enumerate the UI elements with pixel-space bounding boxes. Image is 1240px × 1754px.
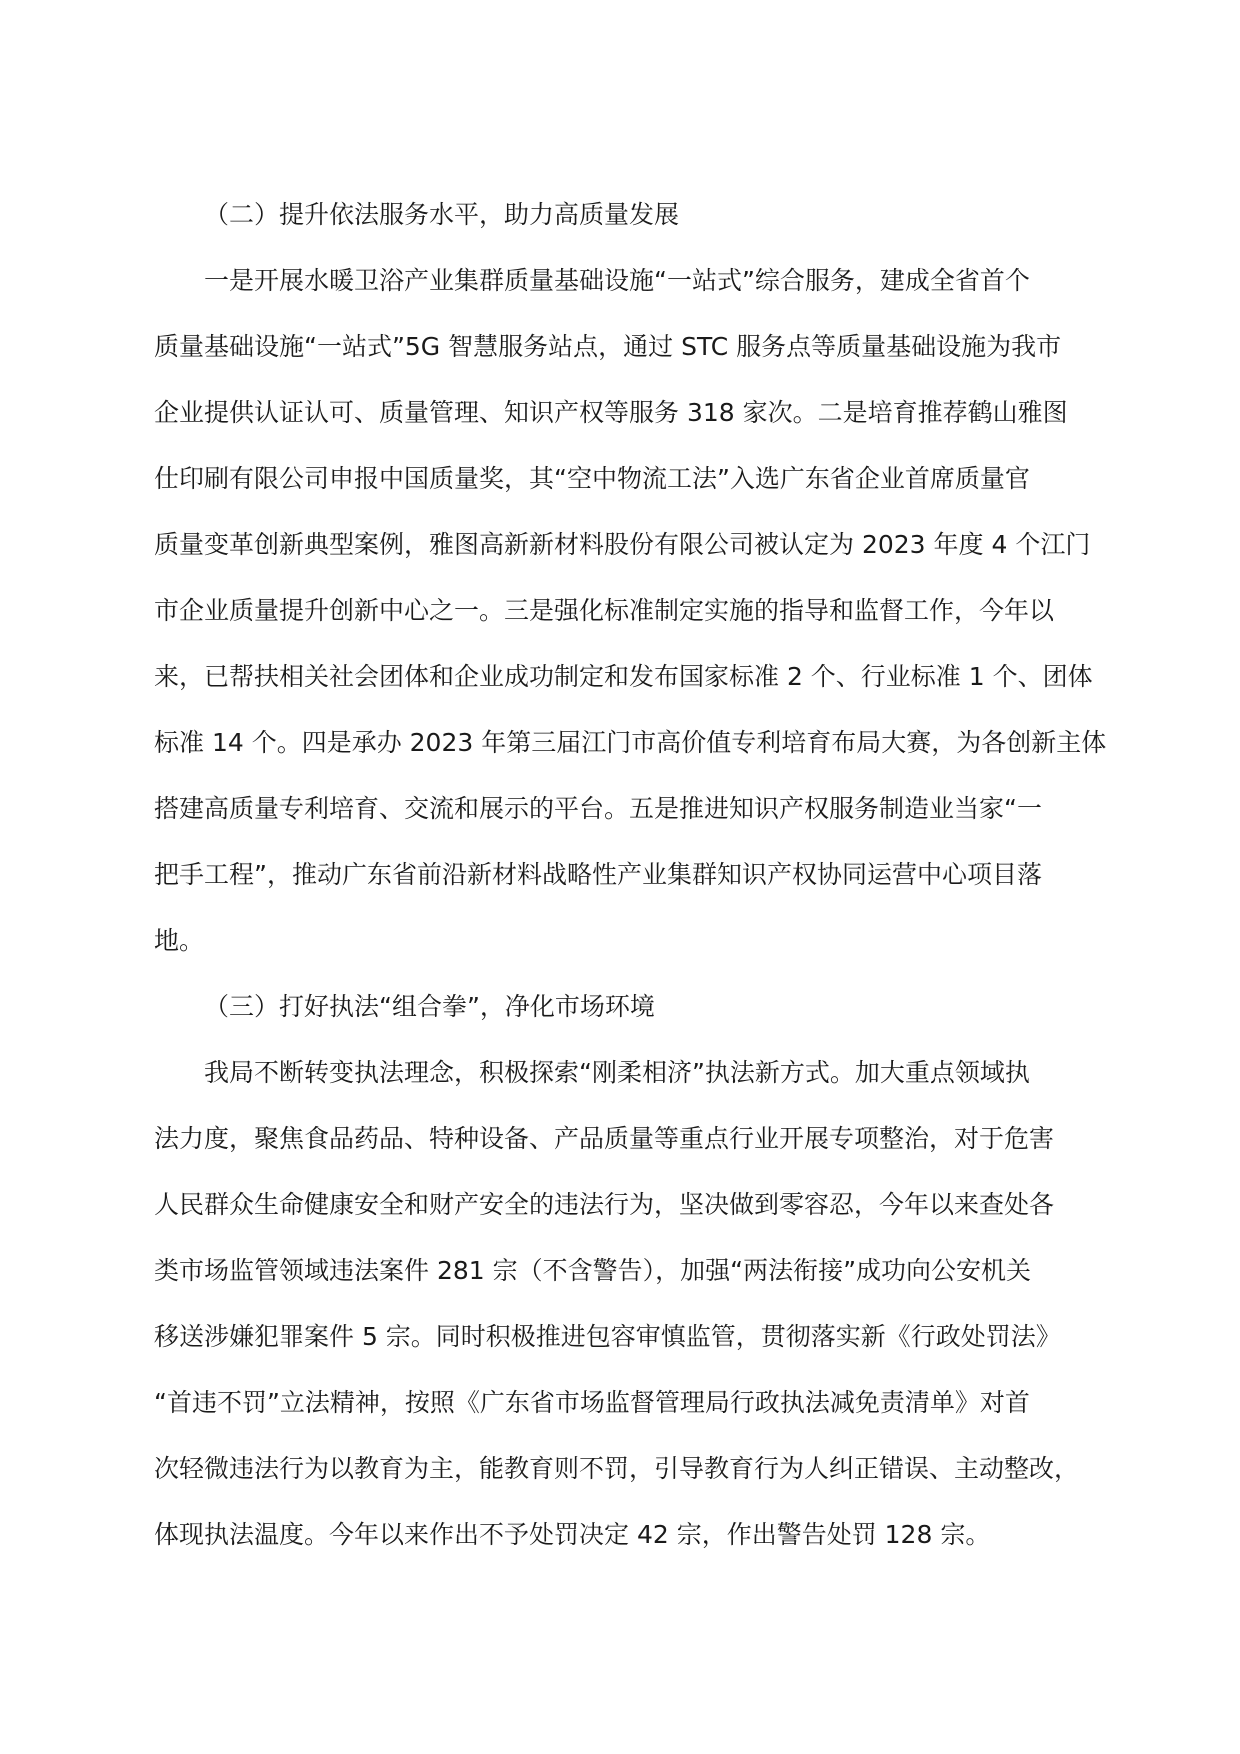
text-line: 次轻微违法行为以教育为主，能教育则不罚，引导教育行为人纠正错误、主动整改，	[154, 1454, 1080, 1483]
text-line: 法力度，聚焦食品药品、特种设备、产品质量等重点行业开展专项整治，对于危害	[154, 1124, 1055, 1153]
text-line: 把手工程”，推动广东省前沿新材料战略性产业集群知识产权协同运营中心项目落	[154, 860, 1042, 889]
text-line: 搭建高质量专利培育、交流和展示的平台。五是推进知识产权服务制造业当家“一	[154, 794, 1042, 823]
text-line: 企业提供认证认可、质量管理、知识产权等服务 318 家次。二是培育推荐鹤山雅图	[154, 398, 1068, 427]
text-line: 仕印刷有限公司申报中国质量奖，其“空中物流工法”入选广东省企业首席质量官	[154, 464, 1030, 493]
text-line: 人民群众生命健康安全和财产安全的违法行为，坚决做到零容忍，今年以来查处各	[154, 1190, 1055, 1219]
text-line: 体现执法温度。今年以来作出不予处罚决定 42 宗，作出警告处罚 128 宗。	[154, 1520, 991, 1549]
text-line: 一是开展水暖卫浴产业集群质量基础设施“一站式”综合服务，建成全省首个	[204, 266, 1030, 295]
text-line: 来，已帮扶相关社会团体和企业成功制定和发布国家标准 2 个、行业标准 1 个、团体	[154, 662, 1093, 691]
document-page	[154, 182, 1107, 1568]
text-line: “首违不罚”立法精神，按照《广东省市场监督管理局行政执法减免责清单》对首	[154, 1388, 1030, 1417]
section-body-3	[154, 1040, 1084, 1568]
text-line: 我局不断转变执法理念，积极探索“刚柔相济”执法新方式。加大重点领域执	[204, 1058, 1030, 1087]
section-body-2	[154, 248, 1107, 974]
text-line: 移送涉嫌犯罪案件 5 宗。同时积极推进包容审慎监管，贯彻落实新《行政处罚法》	[154, 1322, 1061, 1351]
text-line: 市企业质量提升创新中心之一。三是强化标准制定实施的指导和监督工作，今年以	[154, 596, 1055, 625]
section-heading-3: （三）打好执法“组合拳”，净化市场环境	[204, 992, 655, 1021]
text-line: 质量基础设施“一站式”5G 智慧服务站点，通过 STC 服务点等质量基础设施为我市	[154, 332, 1062, 361]
text-line: 质量变革创新典型案例，雅图高新新材料股份有限公司被认定为 2023 年度 4 个江门	[154, 530, 1091, 559]
section-heading-2: （二）提升依法服务水平，助力高质量发展	[204, 200, 680, 229]
text-line: 类市场监管领域违法案件 281 宗（不含警告），加强“两法衔接”成功向公安机关	[154, 1256, 1032, 1285]
text-line: 标准 14 个。四是承办 2023 年第三届江门市高价值专利培育布局大赛，为各创新主体	[154, 728, 1107, 757]
text-line: 地。	[154, 926, 205, 955]
